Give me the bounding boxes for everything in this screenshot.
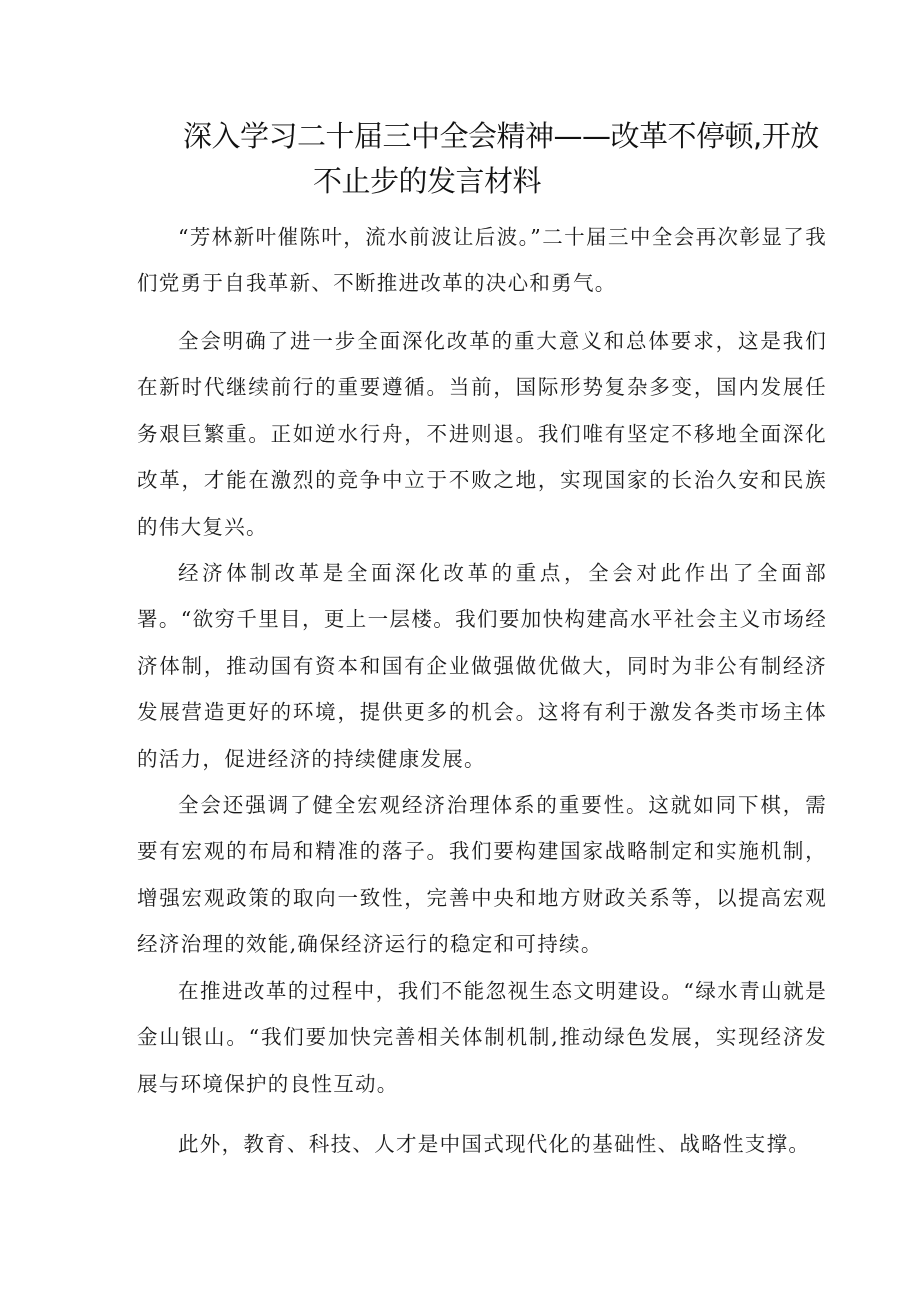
document-title-line-2: 不止步的发言材料 [313,164,542,198]
body-paragraph-6: 此外，教育、科技、人才是中国式现代化的基础性、战略性支撑。 [178,1132,811,1156]
body-paragraph-2: 全会明确了进一步全面深化改革的重大意义和总体要求，这是我们在新时代继续前行的重要遵循。当前，国际形势复杂多变，国内发展任务艰巨繁重。正如逆水行舟，不进则退。我们唯有坚定不移地全面深化改革，才能在激烈的竞争中立于不败之地，实现国家的长治久安和民族的伟大复兴。 [137,329,827,539]
body-paragraph-4: 全会还强调了健全宏观经济治理体系的重要性。这就如同下棋，需要有宏观的布局和精准的落子。我们要构建国家战略制定和实施机制，增强宏观政策的取向一致性，完善中央和地方财政关系等，以提高宏观经济治理的效能,确保经济运行的稳定和可持续。 [137,793,827,957]
body-paragraph-1: “芳林新叶催陈叶，流水前波让后波。”二十届三中全会再次彰显了我们党勇于自我革新、不断推进改革的决心和勇气。 [137,225,827,296]
body-paragraph-5: 在推进改革的过程中，我们不能忽视生态文明建设。“绿水青山就是金山银山。“我们要加快完善相关体制机制,推动绿色发展，实现经济发展与环境保护的良性互动。 [137,979,827,1096]
body-paragraph-3: 经济体制改革是全面深化改革的重点，全会对此作出了全面部署。“欲穷千里目，更上一层楼。我们要加快构建高水平社会主义市场经济体制，推动国有资本和国有企业做强做优做大，同时为非公有制经济发展营造更好的环境，提供更多的机会。这将有利于激发各类市场主体的活力，促进经济的持续健康发展。 [137,561,827,771]
document-title-line-1: 深入学习二十届三中全会精神——改革不停顿,开放 [183,119,819,153]
